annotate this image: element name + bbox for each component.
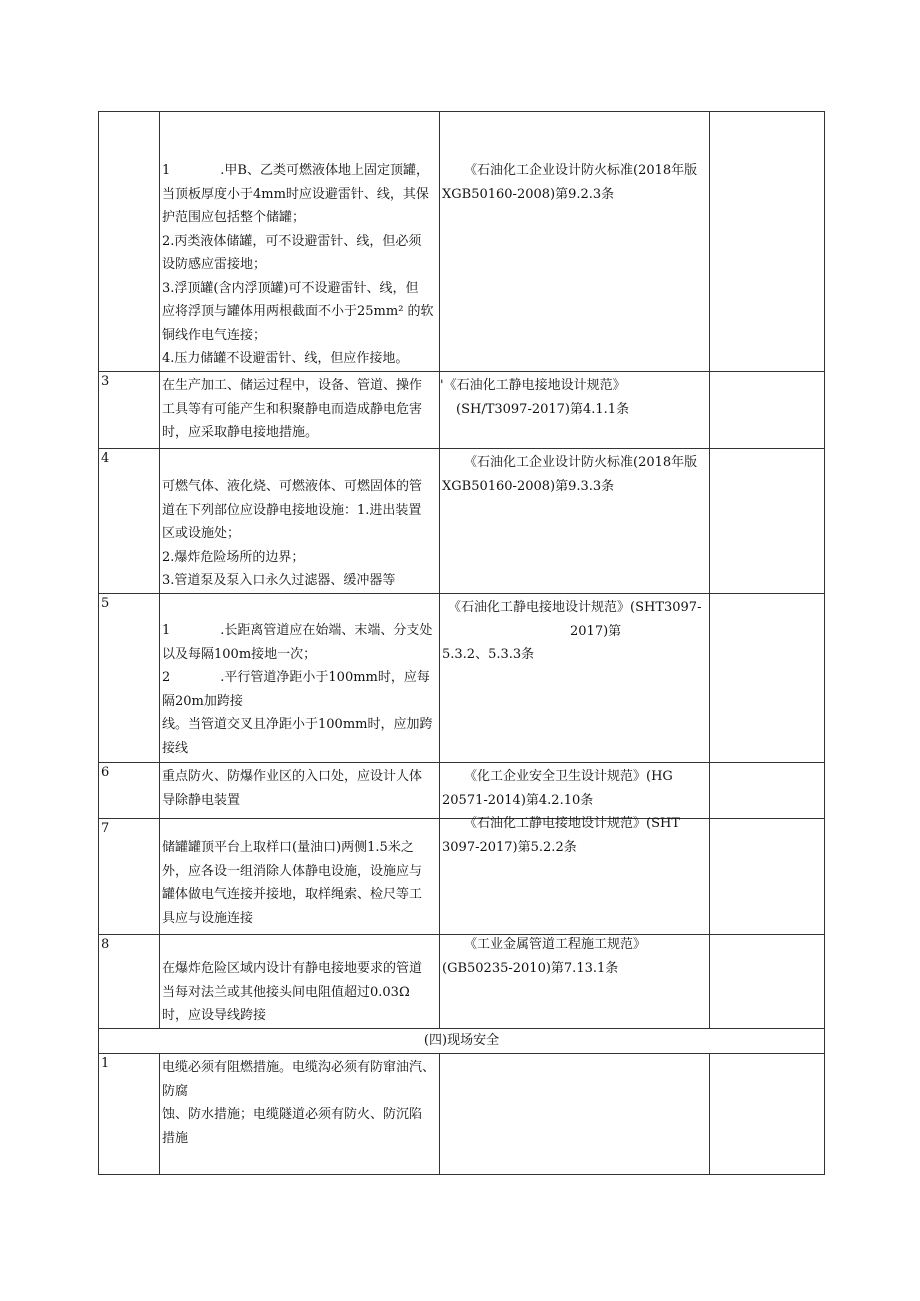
table-row (162, 159, 434, 371)
reference-cell (442, 596, 708, 667)
reference-text: 《化工企业安全卫生设计规范》(HG (464, 769, 673, 784)
item-text: 时，应采取静电接地措施。 (162, 425, 319, 440)
table-row (162, 1056, 435, 1150)
table-row (162, 957, 422, 1028)
item-text: 1 .长距离管道应在始端、末端、分支处 (162, 623, 433, 638)
table-row (162, 374, 422, 445)
reference-text: 《石油化工企业设计防火标准(2018年版 (464, 455, 698, 470)
item-text: 铜线作电气连接； (162, 327, 267, 343)
table-row (162, 475, 422, 593)
item-text: 2.爆炸危险场所的边界； (162, 549, 305, 565)
reference-cell (442, 765, 673, 812)
reference-text: 《石油化工静电接地设计规范》(SHT (464, 816, 680, 831)
item-text: 2 .平行管道净距小于100mm时，应每 (162, 670, 430, 685)
reference-cell (442, 159, 697, 206)
row-number: 8 (101, 937, 110, 952)
reference-cell (442, 812, 680, 859)
item-text: 接线 (162, 740, 189, 756)
item-text: 在爆炸危险区域内设计有静电接地要求的管道 (162, 961, 423, 976)
item-text: 道在下列部位应设静电接地设施：1.进出装置 (162, 502, 422, 518)
item-text: 蚀、防水措施；电缆隧道必须有防火、防沉陷 (162, 1107, 423, 1122)
item-text: 当顶板厚度小于4mm时应设避雷针、线，其保 (162, 186, 429, 202)
reference-text: 2017)第 (570, 623, 622, 639)
item-text: 设防感应雷接地； (162, 257, 267, 272)
item-text: 在生产加工、储运过程中，设备、管道、操作 (162, 378, 423, 393)
reference-cell (442, 451, 697, 498)
item-text: 3.管道泵及泵入口永久过滤器、缓冲器等 (162, 573, 396, 588)
table-row (162, 619, 432, 760)
item-text: 以及每隔100m接地一次； (162, 646, 317, 662)
reference-text: '《石油化工静电接地设计规范》 (440, 378, 626, 393)
item-text: 3.浮顶罐(含内浮顶罐)可不设避雷针、线，但 (162, 280, 419, 296)
item-text: 电缆必须有阻燃措施。电缆沟必须有防窜油汽、 (162, 1060, 436, 1075)
item-text: 具应与设施连接 (162, 910, 254, 926)
item-text: 1 .甲B、乙类可燃液体地上固定顶罐， (162, 163, 429, 178)
item-text: 重点防火、防爆作业区的入口处，应设计人体 (162, 769, 423, 784)
reference-cell (442, 933, 646, 980)
item-text: 2.丙类液体储罐，可不设避雷针、线，但必须 (162, 233, 422, 249)
item-text: 时，应设导线跨接 (162, 1008, 267, 1023)
item-text: 护范围应包括整个储罐； (162, 210, 306, 225)
table-row (162, 836, 422, 930)
item-text: 隔20m加跨接 (162, 693, 243, 709)
reference-text: 《石油化工企业设计防火标准(2018年版 (464, 163, 698, 178)
table-row (162, 765, 422, 812)
reference-text: 《石油化工静电接地设计规范》(SHT3097- (448, 600, 702, 615)
item-text: 措施 (162, 1130, 189, 1146)
item-text: 防腐 (162, 1083, 189, 1099)
row-number: 7 (101, 821, 110, 836)
item-text: 当每对法兰或其他接头间电阻值超过0.03Ω (162, 984, 410, 1000)
item-text: 导除静电装置 (162, 792, 241, 808)
reference-text: (SH/T3097-2017)第4.1.1条 (456, 401, 630, 417)
row-number: 6 (101, 765, 110, 780)
reference-text: XGB50160-2008)第9.3.3条 (442, 478, 615, 494)
row-number: 3 (101, 374, 110, 389)
reference-text: 5.3.2、5.3.3条 (442, 647, 535, 662)
row-number: 4 (101, 451, 110, 466)
row-number: 1 (101, 1056, 110, 1071)
reference-cell (440, 374, 629, 421)
reference-text: 《工业金属管道工程施工规范》 (464, 937, 647, 952)
item-text: 4.压力储罐不设避雷针、线，但应作接地。 (162, 351, 409, 366)
reference-text: 20571-2014)第4.2.10条 (442, 792, 594, 808)
row-number: 5 (101, 596, 110, 611)
inspection-table (98, 111, 825, 1175)
section-header: (四)现场安全 (423, 1033, 500, 1048)
item-text: 工具等有可能产生和积聚静电而造成静电危害 (162, 401, 423, 417)
item-text: 外，应各设一组消除人体静电设施，设施应与 (162, 863, 423, 879)
reference-text: XGB50160-2008)第9.2.3条 (442, 186, 615, 202)
item-text: 应将浮顶与罐体用两根截面不小于25mm² 的软 (162, 304, 434, 319)
reference-text: (GB50235-2010)第7.13.1条 (442, 960, 619, 976)
item-text: 可燃气体、液化烧、可燃液体、可燃固体的管 (162, 479, 423, 494)
item-text: 储罐罐顶平台上取样口(量油口)两侧1.5米之 (162, 840, 414, 855)
item-text: 线。当管道交叉且净距小于100mm时，应加跨 (162, 717, 433, 732)
item-text: 罐体做电气连接并接地，取样绳索、检尺等工 (162, 887, 423, 902)
item-text: 区或设施处； (162, 526, 241, 541)
reference-text: 3097-2017)第5.2.2条 (442, 839, 577, 855)
